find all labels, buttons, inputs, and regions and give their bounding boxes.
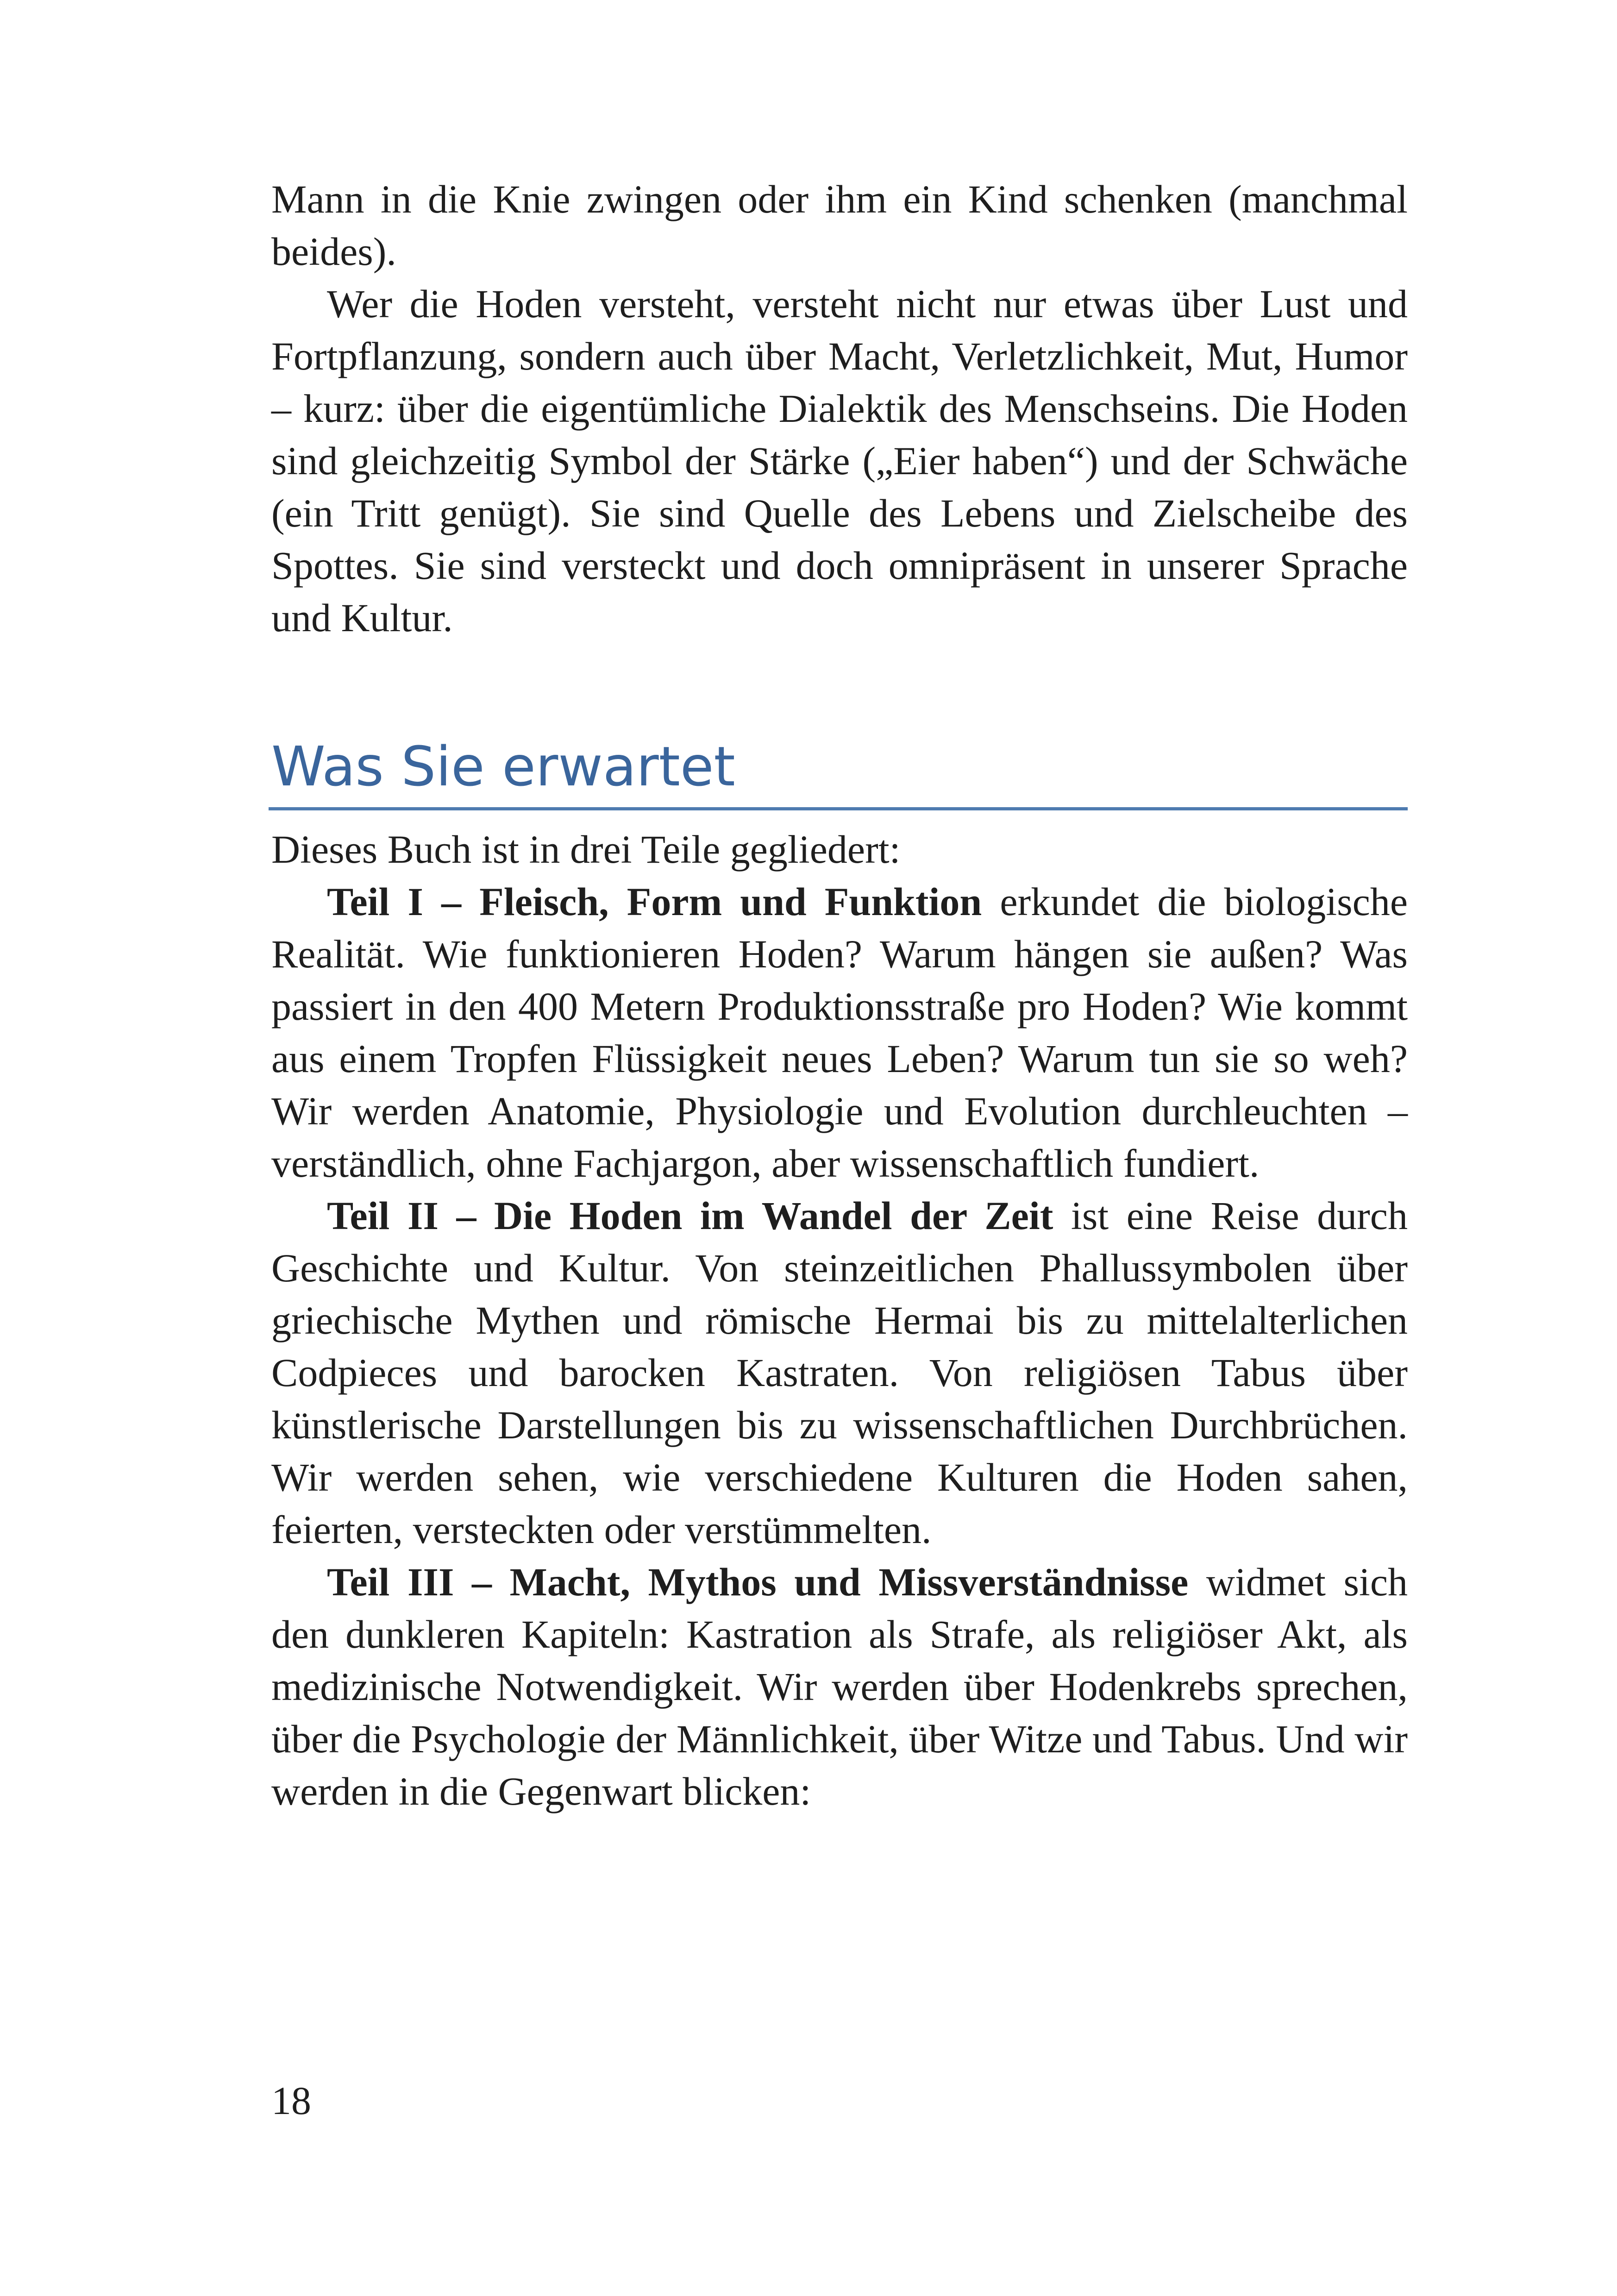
section-lead: Dieses Buch ist in drei Teile gegliedert:	[271, 827, 901, 872]
section-heading-title: Was Sie erwartet	[271, 734, 735, 798]
section-heading	[269, 734, 1408, 810]
section-body	[271, 823, 1408, 1818]
part-3-paragraph	[271, 1556, 1408, 1818]
part-3-title: Teil III – Macht, Mythos und Missverständnisse	[327, 1560, 1189, 1604]
paragraph-dialectic: Wer die Hoden versteht, versteht nicht nur etwas über Lust und Fortpflanzung, sondern auch über Macht, Verletzlichkeit, Mut, Humor – kurz: über die eigentümliche Dialektik des Menschseins. Die Hoden sind gleichzeitig Symbol der Stärke („Eier haben“) und der Schwäche (ein Tritt genügt). Sie sind Quelle des Lebens und Zielscheibe des Spottes. Sie sind versteckt und doch omnipräsent in unserer Sprache und Kultur.	[271, 282, 1408, 640]
part-2-title: Teil II – Die Hoden im Wandel der Zeit	[327, 1193, 1053, 1238]
part-1-title: Teil I – Fleisch, Form und Funktion	[327, 879, 982, 924]
part-2-text: ist eine Reise durch Geschichte und Kultur. Von steinzeitlichen Phallussymbolen über griechische Mythen und römische Hermai bis zu mittelalterlichen Codpieces und barocken Kastraten. Von religiösen Tabus über künstlerische Darstellungen bis zu wissenschaftlichen Durchbrüchen. Wir werden sehen, wie verschiedene Kulturen die Hoden sahen, feierten, versteckten oder verstümmelten.	[271, 1193, 1408, 1552]
part-3-text: widmet sich den dunkleren Kapiteln: Kastration als Strafe, als religiöser Akt, als medizinische Notwendigkeit. Wir werden über Hodenkrebs sprechen, über die Psychologie der Männlichkeit, über Witze und Tabus. Und wir werden in die Gegenwart blicken:	[271, 1560, 1408, 1813]
part-1-paragraph	[271, 876, 1408, 1190]
intro-text	[271, 173, 1408, 644]
part-2-paragraph	[271, 1190, 1408, 1556]
paragraph-continuation: Mann in die Knie zwingen oder ihm ein Kind schenken (manchmal beides).	[271, 177, 1408, 274]
part-1-text: erkundet die biologische Realität. Wie funktionieren Hoden? Warum hängen sie außen? Was passiert in den 400 Metern Produktionsstraße pro Hoden? Wie kommt aus einem Tropfen Flüssigkeit neues Leben? Warum tun sie so weh? Wir werden Anatomie, Physiologie und Evolution durchleuchten – verständlich, ohne Fachjargon, aber wissenschaftlich fundiert.	[271, 879, 1408, 1186]
page-number: 18	[271, 2078, 311, 2123]
